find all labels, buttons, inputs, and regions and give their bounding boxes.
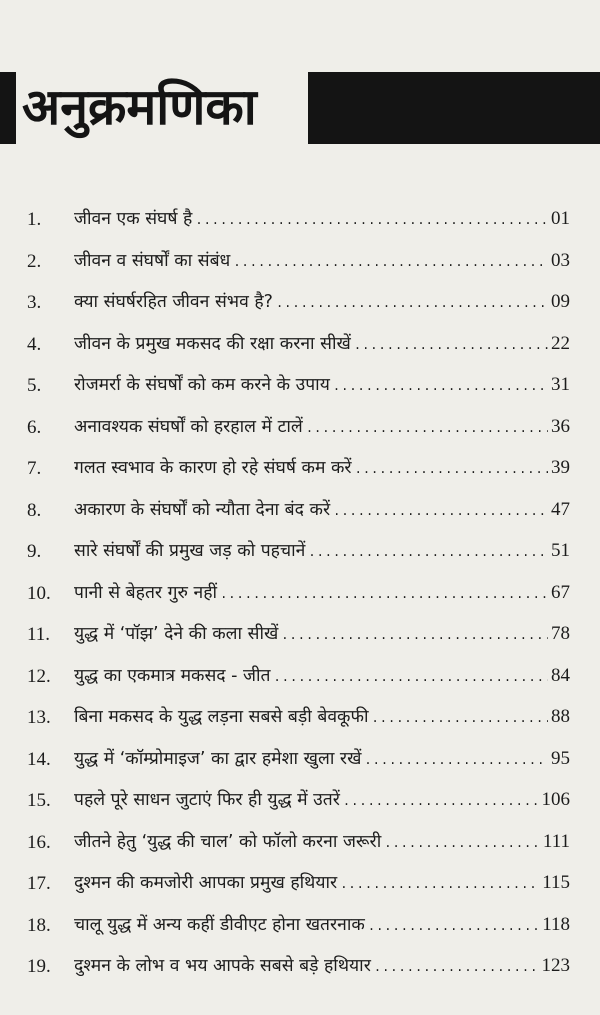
dot-leader <box>343 789 539 813</box>
toc-entry-line <box>74 913 570 938</box>
toc-entry-line <box>74 373 570 398</box>
toc-entry-line <box>74 664 570 689</box>
toc-entry <box>0 779 600 817</box>
toc-entry-line <box>74 871 570 896</box>
toc-entry-number: 11. <box>27 624 51 645</box>
toc-entry-title: जीवन एक संघर्ष है <box>74 209 193 229</box>
toc-entry <box>0 323 600 361</box>
dot-leader <box>340 872 539 896</box>
toc-entry-number: 1. <box>27 209 42 230</box>
toc-entry-line <box>74 705 570 730</box>
dot-leader <box>364 748 548 772</box>
header-band <box>0 72 600 144</box>
toc-entry <box>0 945 600 983</box>
toc-entry <box>0 572 600 610</box>
toc-entry-number: 17. <box>27 873 51 894</box>
toc-entry <box>0 281 600 319</box>
toc-entry-number: 16. <box>27 831 51 853</box>
toc-entry-title: जीतने हेतु ‘युद्ध की चाल’ को फॉलो करना जरूरी <box>74 831 382 852</box>
toc-entry-number: 5. <box>27 375 42 396</box>
dot-leader <box>374 955 539 979</box>
toc-entry-line <box>74 581 570 606</box>
toc-entry-page-number: 39 <box>551 457 570 478</box>
toc-entry-number: 2. <box>27 250 42 272</box>
toc-entry <box>0 364 600 402</box>
dot-leader <box>308 540 548 564</box>
toc-entry-title: अकारण के संघर्षों को न्यौता देना बंद करें <box>74 499 331 520</box>
toc-entry-line <box>74 207 570 232</box>
toc-entry <box>0 821 600 859</box>
toc-entry-line <box>74 954 570 979</box>
toc-entry-number: 18. <box>27 914 51 936</box>
dot-leader <box>368 914 539 938</box>
toc-entry-title: रोजमर्रा के संघर्षों को कम करने के उपाय <box>74 375 330 395</box>
toc-entry <box>0 862 600 900</box>
dot-leader <box>220 582 548 606</box>
dot-leader <box>306 416 548 440</box>
toc-entry-page-number: 51 <box>551 540 570 561</box>
dot-leader <box>333 499 548 523</box>
toc-entry-number: 19. <box>27 956 51 977</box>
dot-leader <box>233 250 548 274</box>
dot-leader <box>355 457 548 481</box>
toc-entry-page-number: 03 <box>551 249 570 271</box>
toc-entry <box>0 655 600 693</box>
toc-entry <box>0 240 600 278</box>
toc-entry-title: बिना मकसद के युद्ध लड़ना सबसे बड़ी बेवकूफी <box>74 707 369 727</box>
dot-leader <box>274 665 548 689</box>
toc-entry <box>0 904 600 942</box>
toc-entry-number: 6. <box>27 416 42 438</box>
toc-entry-title: चालू युद्ध में अन्य कहीं डीवीएट होना खतरनाक <box>74 914 365 935</box>
toc-entry-title: युद्ध में ‘कॉम्प्रोमाइज’ का द्वार हमेशा खुला रखें <box>74 748 362 769</box>
dot-leader <box>195 208 548 232</box>
dot-leader <box>333 374 548 398</box>
toc-entry <box>0 406 600 444</box>
toc-entry-title: पानी से बेहतर गुरु नहीं <box>74 582 218 603</box>
toc-entry-number: 14. <box>27 748 51 770</box>
toc-entry-title: क्या संघर्षरहित जीवन संभव है? <box>74 292 273 312</box>
toc-entry-page-number: 67 <box>551 581 570 603</box>
toc-entry-page-number: 106 <box>541 789 570 810</box>
toc-entry-page-number: 36 <box>551 415 570 437</box>
toc-entry-page-number: 88 <box>551 706 570 727</box>
toc-entry-page-number: 115 <box>542 872 570 893</box>
toc-entry-page-number: 111 <box>542 830 570 852</box>
toc-entry-page-number: 09 <box>551 291 570 312</box>
dot-leader <box>372 706 548 730</box>
toc-entry-number: 3. <box>27 292 42 313</box>
toc-entry-title: युद्ध में ‘पॉझ’ देने की कला सीखें <box>74 624 279 644</box>
toc-entry-page-number: 31 <box>551 374 570 395</box>
toc-entry <box>0 696 600 734</box>
toc-entry-title: दुश्मन की कमजोरी आपका प्रमुख हथियार <box>74 873 338 893</box>
toc-entry-number: 8. <box>27 499 42 521</box>
toc-entry-line <box>74 788 570 813</box>
toc-entry-line <box>74 415 570 440</box>
toc-entry-line <box>74 498 570 523</box>
toc-entry <box>0 489 600 527</box>
toc-entry-title: अनावश्यक संघर्षों को हरहाल में टालें <box>74 416 303 437</box>
toc-entry-number: 7. <box>27 458 42 479</box>
toc-entry-page-number: 95 <box>551 747 570 769</box>
toc-entry-title: पहले पूरे साधन जुटाएं फिर ही युद्ध में उतरें <box>74 790 340 810</box>
header-bar-left <box>0 72 16 144</box>
toc-entry-title: सारे संघर्षों की प्रमुख जड़ को पहचानें <box>74 541 306 561</box>
toc-entry-line <box>74 830 570 855</box>
toc-entry-page-number: 118 <box>542 913 570 935</box>
toc-entry <box>0 447 600 485</box>
toc-entry-title: दुश्मन के लोभ व भय आपके सबसे बड़े हथियार <box>74 956 371 976</box>
toc-entry-line <box>74 456 570 481</box>
toc-entry-number: 12. <box>27 665 51 687</box>
toc-entry <box>0 613 600 651</box>
toc-entry-line <box>74 249 570 274</box>
page-title: अनुक्रमणिका <box>22 78 257 136</box>
toc-entry-title: जीवन व संघर्षों का संबंध <box>74 250 231 271</box>
toc-entry-line <box>74 539 570 564</box>
toc-entry-line <box>74 747 570 772</box>
toc-entry-title: जीवन के प्रमुख मकसद की रक्षा करना सीखें <box>74 333 351 354</box>
toc-entry-line <box>74 332 570 357</box>
toc-entry-line <box>74 290 570 315</box>
toc-entry-page-number: 22 <box>551 332 570 354</box>
toc-entry-number: 9. <box>27 541 42 562</box>
toc-entry-line <box>74 622 570 647</box>
toc-entry <box>0 198 600 236</box>
toc-entry <box>0 738 600 776</box>
toc-entry-page-number: 84 <box>551 664 570 686</box>
toc-entry-number: 15. <box>27 790 51 811</box>
header-bar-right <box>308 72 600 144</box>
dot-leader <box>354 333 548 357</box>
dot-leader <box>276 291 548 315</box>
toc-entry-page-number: 01 <box>551 208 570 229</box>
toc-entry-number: 4. <box>27 333 42 355</box>
toc-entry <box>0 530 600 568</box>
toc-entry-page-number: 123 <box>541 955 570 976</box>
toc-entry-number: 10. <box>27 582 51 604</box>
dot-leader <box>384 831 540 855</box>
dot-leader <box>281 623 548 647</box>
toc-entry-page-number: 78 <box>551 623 570 644</box>
toc-entry-page-number: 47 <box>551 498 570 520</box>
toc-entry-title: युद्ध का एकमात्र मकसद - जीत <box>74 665 271 686</box>
toc-entry-number: 13. <box>27 707 51 728</box>
toc-entry-title: गलत स्वभाव के कारण हो रहे संघर्ष कम करें <box>74 458 352 478</box>
